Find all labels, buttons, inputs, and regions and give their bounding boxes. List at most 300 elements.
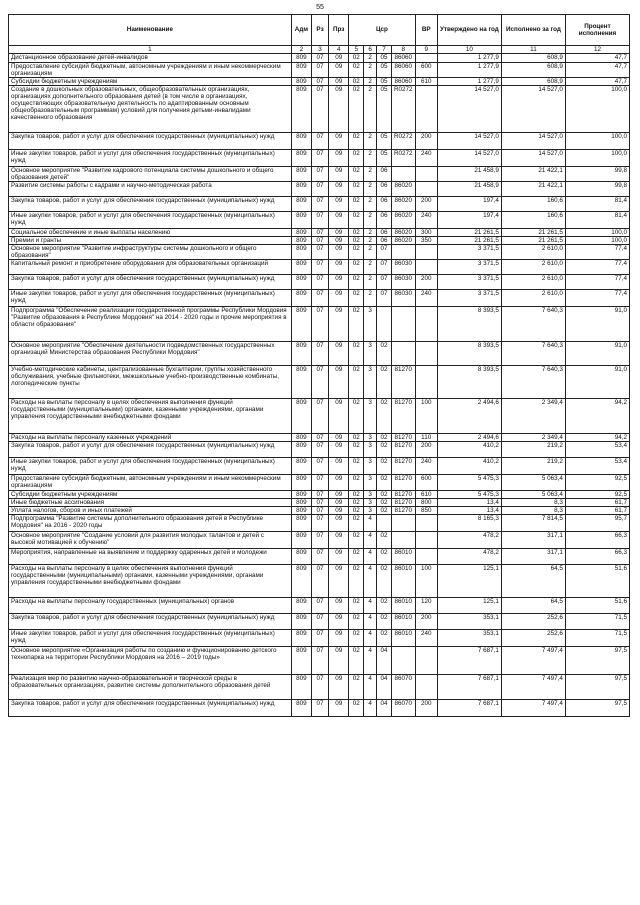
table-cell-executed: 219,2: [501, 458, 565, 475]
header-name: Наименование: [9, 15, 292, 46]
table-cell-prz: 09: [329, 229, 349, 237]
table-cell-approved: 410,2: [437, 458, 501, 475]
table-cell-csr-direction: 86020: [392, 197, 415, 212]
table-cell-csr-direction: 81270: [392, 491, 415, 499]
table-cell-approved: 1 277,9: [437, 63, 501, 78]
table-cell-vr: 200: [415, 197, 437, 212]
table-cell-approved: 13,4: [437, 499, 501, 507]
table-cell-adm: 809: [291, 229, 311, 237]
table-cell-adm: 809: [291, 245, 311, 260]
table-cell-vr: 600: [415, 475, 437, 491]
table-cell-csr-subprogram: 2: [364, 290, 377, 307]
table-cell-approved: 3 371,5: [437, 275, 501, 290]
table-cell-csr-program: 02: [349, 245, 364, 260]
table-cell-rz: 07: [312, 647, 329, 675]
table-cell-percent: 81,4: [565, 197, 629, 212]
table-cell-vr: 200: [415, 700, 437, 717]
table-cell-rz: 07: [312, 507, 329, 515]
table-cell-executed: 21 422,1: [501, 167, 565, 182]
table-cell-approved: 8 165,3: [437, 515, 501, 532]
table-cell-adm: 809: [291, 54, 311, 63]
table-cell-rz: 07: [312, 700, 329, 717]
table-cell-prz: 09: [329, 197, 349, 212]
table-cell-adm: 809: [291, 434, 311, 442]
table-cell-executed: 21 261,5: [501, 229, 565, 237]
table-cell-csr-subprogram: 3: [364, 499, 377, 507]
table-cell-rz: 07: [312, 78, 329, 86]
table-cell-csr-direction: R0272: [392, 150, 415, 167]
column-number: 7: [377, 46, 392, 54]
table-cell-csr-program: 02: [349, 700, 364, 717]
column-number: 2: [291, 46, 311, 54]
table-cell-name: Основное мероприятие "Развитие инфраструктуры системы дошкольного и общего образования": [9, 245, 292, 260]
table-cell-csr-direction: 81270: [392, 507, 415, 515]
table-cell-percent: 51,6: [565, 565, 629, 598]
table-cell-rz: 07: [312, 290, 329, 307]
table-cell-csr-program: 02: [349, 229, 364, 237]
table-cell-approved: 7 687,1: [437, 647, 501, 675]
table-cell-prz: 09: [329, 307, 349, 342]
table-cell-percent: 100,0: [565, 229, 629, 237]
table-cell-rz: 07: [312, 499, 329, 507]
table-row: [9, 499, 630, 507]
table-cell-adm: 809: [291, 442, 311, 458]
table-cell-csr-subprogram: 3: [364, 458, 377, 475]
table-cell-csr-subprogram: 2: [364, 78, 377, 86]
table-cell-name: Основное мероприятие «Организация работы по созданию и функционированию детского технопарка на территории Республики Мордовия на 2016 – 2019 годы»: [9, 647, 292, 675]
table-cell-rz: 07: [312, 260, 329, 275]
table-cell-csr-subprogram: 4: [364, 515, 377, 532]
table-cell-csr-subprogram: 2: [364, 237, 377, 245]
table-cell-name: Премии и гранты: [9, 237, 292, 245]
table-row: [9, 565, 630, 598]
table-cell-csr-event: 07: [377, 245, 392, 260]
table-cell-vr: 240: [415, 212, 437, 229]
table-cell-csr-direction: [392, 515, 415, 532]
table-cell-csr-direction: 86020: [392, 212, 415, 229]
table-cell-csr-direction: 86030: [392, 290, 415, 307]
table-cell-name: Социальное обеспечение и иные выплаты населению: [9, 229, 292, 237]
table-cell-executed: 7 640,3: [501, 307, 565, 342]
table-cell-csr-event: 06: [377, 229, 392, 237]
table-cell-approved: 2 494,6: [437, 434, 501, 442]
table-cell-csr-direction: [392, 647, 415, 675]
table-cell-csr-event: 05: [377, 54, 392, 63]
table-cell-vr: 610: [415, 491, 437, 499]
table-cell-csr-program: 02: [349, 237, 364, 245]
table-cell-csr-event: 02: [377, 499, 392, 507]
table-cell-csr-direction: R0272: [392, 86, 415, 133]
table-cell-name: Иные закупки товаров, работ и услуг для обеспечения государственных (муниципальных) нужд: [9, 290, 292, 307]
column-number: 5: [349, 46, 364, 54]
table-cell-approved: 7 687,1: [437, 700, 501, 717]
table-cell-csr-subprogram: 3: [364, 342, 377, 366]
table-cell-csr-direction: [392, 167, 415, 182]
table-cell-prz: 09: [329, 245, 349, 260]
table-row: [9, 549, 630, 565]
table-row: [9, 491, 630, 499]
table-cell-adm: 809: [291, 614, 311, 630]
table-row: [9, 434, 630, 442]
table-cell-csr-subprogram: 2: [364, 229, 377, 237]
table-cell-executed: 7 640,3: [501, 366, 565, 399]
table-cell-csr-program: 02: [349, 598, 364, 614]
table-cell-vr: 800: [415, 499, 437, 507]
table-cell-adm: 809: [291, 342, 311, 366]
table-cell-csr-direction: 81270: [392, 366, 415, 399]
table-cell-rz: 07: [312, 307, 329, 342]
table-cell-executed: 14 527,0: [501, 133, 565, 150]
table-cell-csr-direction: 86010: [392, 614, 415, 630]
table-cell-rz: 07: [312, 133, 329, 150]
table-cell-rz: 07: [312, 442, 329, 458]
table-cell-vr: 200: [415, 442, 437, 458]
table-cell-csr-direction: 86010: [392, 565, 415, 598]
table-row: [9, 442, 630, 458]
table-row: [9, 598, 630, 614]
table-cell-adm: 809: [291, 675, 311, 700]
table-cell-csr-program: 02: [349, 290, 364, 307]
table-cell-csr-direction: 86030: [392, 260, 415, 275]
table-cell-csr-program: 02: [349, 675, 364, 700]
table-cell-rz: 07: [312, 630, 329, 647]
table-cell-name: Подпрограмма "Обеспечение реализации государственной программы Республики Мордовия "Развитие образования в Республике Мордовия" на 2014 - 2020 годы и прочие мероприятия в области образования": [9, 307, 292, 342]
table-cell-csr-subprogram: 2: [364, 260, 377, 275]
table-cell-rz: 07: [312, 237, 329, 245]
table-cell-rz: 07: [312, 532, 329, 549]
table-cell-csr-program: 02: [349, 78, 364, 86]
table-cell-csr-event: 02: [377, 491, 392, 499]
table-cell-csr-program: 02: [349, 260, 364, 275]
table-cell-prz: 09: [329, 442, 349, 458]
table-cell-rz: 07: [312, 675, 329, 700]
table-cell-adm: 809: [291, 307, 311, 342]
table-cell-csr-event: [377, 307, 392, 342]
table-cell-csr-subprogram: 4: [364, 565, 377, 598]
table-cell-executed: 7 497,4: [501, 647, 565, 675]
table-cell-rz: 07: [312, 434, 329, 442]
table-cell-name: Закупка товаров, работ и услуг для обеспечения государственных (муниципальных) нужд: [9, 442, 292, 458]
table-cell-prz: 09: [329, 342, 349, 366]
table-cell-name: Основное мероприятие "Создание условий для развития молодых талантов и детей с высокой мотивацией к обучению": [9, 532, 292, 549]
table-cell-approved: 478,2: [437, 549, 501, 565]
table-cell-csr-subprogram: 2: [364, 212, 377, 229]
table-cell-vr: [415, 549, 437, 565]
table-cell-csr-direction: 86030: [392, 275, 415, 290]
table-cell-name: Реализация мер по развитию научно-образовательной и творческой среды в образовательных организациях, развитие системы дополнительного образования детей: [9, 675, 292, 700]
table-cell-executed: 64,5: [501, 598, 565, 614]
table-cell-adm: 809: [291, 475, 311, 491]
table-row: [9, 647, 630, 675]
table-row: [9, 150, 630, 167]
table-cell-rz: 07: [312, 565, 329, 598]
table-cell-name: Создание в дошкольных образовательных, общеобразовательных организациях, организациях дополнительного образования детей (в том числе в организациях, осуществляющих образовательную деятельность по адаптированным основным общеобразовательным программам) условий для получения детьми-инвалидами качественного образования: [9, 86, 292, 133]
table-cell-csr-subprogram: 4: [364, 630, 377, 647]
table-cell-executed: 7 640,3: [501, 342, 565, 366]
table-cell-executed: 160,6: [501, 212, 565, 229]
column-number: 11: [501, 46, 565, 54]
table-cell-csr-subprogram: 2: [364, 245, 377, 260]
table-cell-percent: 100,0: [565, 86, 629, 133]
table-cell-rz: 07: [312, 197, 329, 212]
table-cell-csr-program: 02: [349, 399, 364, 434]
table-cell-approved: 13,4: [437, 507, 501, 515]
table-cell-prz: 09: [329, 549, 349, 565]
table-cell-vr: [415, 260, 437, 275]
table-body: [9, 46, 630, 717]
table-cell-csr-subprogram: 4: [364, 532, 377, 549]
table-cell-csr-event: 02: [377, 614, 392, 630]
table-cell-prz: 09: [329, 630, 349, 647]
table-cell-executed: 2 349,4: [501, 434, 565, 442]
table-cell-executed: 252,6: [501, 630, 565, 647]
table-cell-adm: 809: [291, 700, 311, 717]
table-cell-csr-direction: 86010: [392, 598, 415, 614]
header-adm: Адм: [291, 15, 311, 46]
table-cell-csr-event: 02: [377, 442, 392, 458]
table-cell-csr-subprogram: 2: [364, 63, 377, 78]
table-row: [9, 307, 630, 342]
table-cell-executed: 64,5: [501, 565, 565, 598]
table-cell-rz: 07: [312, 399, 329, 434]
table-cell-csr-program: 02: [349, 212, 364, 229]
table-cell-percent: 61,7: [565, 499, 629, 507]
table-cell-executed: 160,6: [501, 197, 565, 212]
table-cell-percent: 91,0: [565, 307, 629, 342]
table-cell-prz: 09: [329, 78, 349, 86]
table-cell-vr: [415, 342, 437, 366]
table-cell-approved: 197,4: [437, 212, 501, 229]
table-cell-percent: 66,3: [565, 549, 629, 565]
table-cell-approved: 125,1: [437, 598, 501, 614]
table-row: [9, 133, 630, 150]
table-cell-adm: 809: [291, 133, 311, 150]
table-cell-csr-subprogram: 4: [364, 549, 377, 565]
table-cell-prz: 09: [329, 63, 349, 78]
table-cell-csr-subprogram: 2: [364, 275, 377, 290]
table-cell-adm: 809: [291, 290, 311, 307]
table-cell-vr: 240: [415, 290, 437, 307]
table-cell-csr-event: 05: [377, 86, 392, 133]
table-cell-csr-event: 05: [377, 78, 392, 86]
table-row: [9, 260, 630, 275]
table-cell-percent: 77,4: [565, 260, 629, 275]
table-cell-name: Субсидии бюджетным учреждениям: [9, 78, 292, 86]
table-cell-adm: 809: [291, 167, 311, 182]
table-cell-rz: 07: [312, 614, 329, 630]
table-row: [9, 399, 630, 434]
table-cell-percent: 91,0: [565, 366, 629, 399]
table-cell-csr-subprogram: 4: [364, 598, 377, 614]
table-cell-percent: 100,0: [565, 150, 629, 167]
table-cell-percent: 91,0: [565, 342, 629, 366]
table-cell-csr-program: 02: [349, 630, 364, 647]
table-cell-csr-direction: 86010: [392, 630, 415, 647]
table-cell-vr: 100: [415, 565, 437, 598]
table-cell-prz: 09: [329, 515, 349, 532]
table-cell-approved: 3 371,5: [437, 245, 501, 260]
table-row: [9, 342, 630, 366]
table-cell-percent: 71,5: [565, 630, 629, 647]
table-cell-csr-program: 02: [349, 565, 364, 598]
table-cell-executed: 252,6: [501, 614, 565, 630]
table-row: [9, 78, 630, 86]
table-cell-prz: 09: [329, 532, 349, 549]
table-cell-prz: 09: [329, 275, 349, 290]
table-cell-executed: 2 349,4: [501, 399, 565, 434]
table-cell-csr-program: 02: [349, 434, 364, 442]
table-cell-percent: 99,8: [565, 182, 629, 197]
table-cell-adm: 809: [291, 237, 311, 245]
table-cell-approved: 197,4: [437, 197, 501, 212]
table-cell-name: Учебно-методические кабинеты, централизованные бухгалтерии, группы хозяйственного обслуживания, учебные фильмотеки, межшкольные учебно-производственные комбинаты, логопедические пункты: [9, 366, 292, 399]
table-cell-approved: 14 527,0: [437, 150, 501, 167]
table-cell-csr-event: 02: [377, 532, 392, 549]
table-row: [9, 532, 630, 549]
table-cell-csr-program: 02: [349, 182, 364, 197]
table-cell-percent: 53,4: [565, 458, 629, 475]
table-cell-name: Расходы на выплаты персоналу в целях обеспечения выполнения функций государственными (муниципальными) органами, казенными учреждениями, органами управления государственными внебюджетными фондами: [9, 565, 292, 598]
table-cell-approved: 7 687,1: [437, 675, 501, 700]
table-row: [9, 237, 630, 245]
table-cell-percent: 61,7: [565, 507, 629, 515]
table-cell-csr-program: 02: [349, 86, 364, 133]
table-cell-percent: 77,4: [565, 275, 629, 290]
table-cell-csr-program: 02: [349, 499, 364, 507]
table-cell-vr: 240: [415, 458, 437, 475]
table-cell-approved: 14 527,0: [437, 86, 501, 133]
table-cell-rz: 07: [312, 366, 329, 399]
column-numbers-row: [9, 46, 630, 54]
table-row: [9, 86, 630, 133]
table-cell-vr: [415, 167, 437, 182]
table-cell-csr-program: 02: [349, 150, 364, 167]
table-cell-csr-direction: 86020: [392, 229, 415, 237]
table-cell-adm: 809: [291, 63, 311, 78]
table-cell-csr-program: 02: [349, 275, 364, 290]
table-cell-csr-direction: [392, 532, 415, 549]
table-cell-csr-subprogram: 3: [364, 442, 377, 458]
table-cell-approved: 8 393,5: [437, 366, 501, 399]
column-number: 10: [437, 46, 501, 54]
table-cell-rz: 07: [312, 275, 329, 290]
table-cell-percent: 97,5: [565, 700, 629, 717]
table-cell-adm: 809: [291, 491, 311, 499]
table-cell-executed: 219,2: [501, 442, 565, 458]
table-cell-approved: 125,1: [437, 565, 501, 598]
table-cell-prz: 09: [329, 86, 349, 133]
table-cell-prz: 09: [329, 212, 349, 229]
table-cell-approved: 21 261,5: [437, 229, 501, 237]
table-cell-csr-event: 06: [377, 182, 392, 197]
budget-table: [8, 14, 630, 717]
table-cell-prz: 09: [329, 290, 349, 307]
table-cell-vr: [415, 182, 437, 197]
table-cell-rz: 07: [312, 515, 329, 532]
table-cell-executed: 608,9: [501, 63, 565, 78]
table-cell-prz: 09: [329, 507, 349, 515]
table-cell-vr: [415, 532, 437, 549]
table-cell-adm: 809: [291, 150, 311, 167]
table-cell-csr-direction: 86020: [392, 182, 415, 197]
table-cell-name: Дистанционное образование детей-инвалидов: [9, 54, 292, 63]
table-cell-approved: 21 458,9: [437, 167, 501, 182]
table-row: [9, 630, 630, 647]
table-cell-prz: 09: [329, 475, 349, 491]
table-cell-percent: 92,5: [565, 475, 629, 491]
table-cell-executed: 8,3: [501, 507, 565, 515]
table-cell-csr-subprogram: 3: [364, 507, 377, 515]
table-cell-rz: 07: [312, 182, 329, 197]
table-cell-adm: 809: [291, 515, 311, 532]
table-cell-csr-direction: 86060: [392, 54, 415, 63]
table-row: [9, 229, 630, 237]
table-cell-executed: 21 261,5: [501, 237, 565, 245]
table-cell-vr: 120: [415, 598, 437, 614]
header-csr: Цср: [349, 15, 415, 46]
table-cell-csr-direction: 81270: [392, 475, 415, 491]
table-cell-csr-subprogram: 3: [364, 307, 377, 342]
table-cell-csr-program: 02: [349, 507, 364, 515]
table-cell-prz: 09: [329, 499, 349, 507]
table-cell-prz: 09: [329, 598, 349, 614]
table-cell-rz: 07: [312, 229, 329, 237]
table-cell-prz: 09: [329, 237, 349, 245]
table-cell-csr-event: 05: [377, 150, 392, 167]
column-number: 12: [565, 46, 629, 54]
table-cell-adm: 809: [291, 275, 311, 290]
table-cell-csr-event: 02: [377, 399, 392, 434]
table-cell-rz: 07: [312, 491, 329, 499]
table-cell-csr-program: 02: [349, 342, 364, 366]
table-cell-approved: 353,1: [437, 614, 501, 630]
table-row: [9, 212, 630, 229]
table-cell-prz: 09: [329, 675, 349, 700]
table-cell-percent: 66,3: [565, 532, 629, 549]
table-cell-name: Расходы на выплаты персоналу в целях обеспечения выполнения функций государственными (муниципальными) органами, казенными учреждениями, органами управления государственными внебюджетными фондами: [9, 399, 292, 434]
table-cell-csr-event: 07: [377, 275, 392, 290]
table-cell-rz: 07: [312, 86, 329, 133]
table-cell-percent: 97,5: [565, 675, 629, 700]
table-cell-csr-subprogram: 2: [364, 86, 377, 133]
table-cell-csr-subprogram: 2: [364, 54, 377, 63]
table-cell-vr: 200: [415, 614, 437, 630]
table-cell-adm: 809: [291, 260, 311, 275]
table-cell-prz: 09: [329, 700, 349, 717]
table-cell-csr-direction: 86020: [392, 237, 415, 245]
table-cell-executed: 7 497,4: [501, 675, 565, 700]
table-cell-executed: 317,1: [501, 532, 565, 549]
table-cell-vr: [415, 647, 437, 675]
table-cell-csr-program: 02: [349, 647, 364, 675]
table-cell-adm: 809: [291, 399, 311, 434]
table-cell-csr-direction: 86060: [392, 78, 415, 86]
table-cell-rz: 07: [312, 475, 329, 491]
table-cell-vr: [415, 675, 437, 700]
table-cell-csr-program: 02: [349, 475, 364, 491]
table-cell-csr-event: 02: [377, 366, 392, 399]
table-row: [9, 182, 630, 197]
table-cell-approved: 8 393,5: [437, 307, 501, 342]
table-cell-executed: 317,1: [501, 549, 565, 565]
table-cell-prz: 09: [329, 399, 349, 434]
table-cell-executed: 5 063,4: [501, 475, 565, 491]
table-cell-prz: 09: [329, 260, 349, 275]
table-cell-vr: 200: [415, 275, 437, 290]
table-cell-name: Предоставление субсидий бюджетным, автономным учреждениям и иным некоммерческим организациям: [9, 63, 292, 78]
table-cell-vr: [415, 515, 437, 532]
table-cell-percent: 95,7: [565, 515, 629, 532]
